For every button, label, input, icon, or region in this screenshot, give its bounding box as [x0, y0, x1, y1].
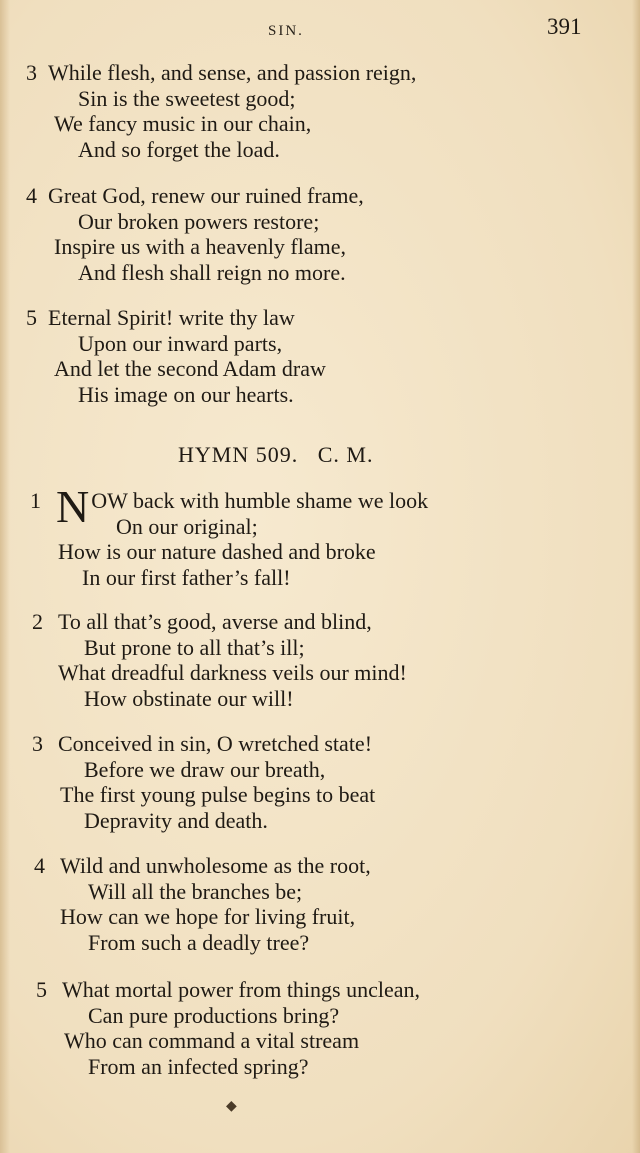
stanza-number: 5: [36, 977, 47, 1002]
stanza-509-4: [0, 853, 640, 955]
stanza-line: Will all the branches be;: [88, 878, 303, 904]
stanza-line: [0, 183, 640, 209]
stanza-line: And flesh shall reign no more.: [78, 259, 346, 285]
stanza-line: [0, 609, 640, 635]
stanza-line: [0, 60, 640, 86]
stanza-line: [0, 977, 640, 1003]
stanza-508-3: [0, 60, 640, 162]
stanza-508-5: [0, 305, 640, 407]
stanza-number: 3: [32, 731, 43, 756]
ornament-icon: ◆: [226, 1099, 237, 1114]
stanza-line: The first young pulse begins to beat: [60, 782, 376, 807]
stanza-number: 2: [32, 609, 43, 634]
stanza-line: How can we hope for living fruit,: [60, 904, 356, 929]
stanza-line: Can pure productions bring?: [88, 1002, 340, 1028]
line-text: Wild and unwholesome as the root,: [60, 853, 371, 878]
stanza-line: Depravity and death.: [84, 807, 268, 833]
stanza-line: But prone to all that’s ill;: [84, 634, 305, 660]
running-head: SIN.: [268, 23, 304, 39]
line-text: To all that’s good, averse and blind,: [58, 609, 372, 634]
line-text: Eternal Spirit! write thy law: [48, 305, 295, 330]
page-number: 391: [547, 14, 582, 39]
stanza-509-2: [0, 609, 640, 711]
stanza-line: What dreadful darkness veils our mind!: [58, 660, 407, 685]
hymn-title: HYMN 509. C. M.: [178, 442, 374, 467]
line-text: Conceived in sin, O wretched state!: [58, 731, 373, 756]
stanza-line: And so forget the load.: [78, 136, 280, 162]
stanza-line: Before we draw our breath,: [84, 756, 326, 782]
stanza-number: 5: [26, 305, 37, 330]
stanza-509-5: [0, 977, 640, 1079]
stanza-line: How obstinate our will!: [84, 685, 294, 711]
stanza-number: 1: [30, 488, 41, 513]
line-text: What mortal power from things unclean,: [62, 977, 421, 1002]
drop-cap: N: [56, 481, 90, 532]
line-text: While flesh, and sense, and passion reign,: [48, 60, 417, 85]
stanza-line: From an infected spring?: [88, 1053, 309, 1079]
stanza-line: And let the second Adam draw: [54, 356, 326, 381]
stanza-line: [0, 305, 640, 331]
stanza-line: How is our nature dashed and broke: [58, 539, 376, 564]
stanza-number: 3: [26, 60, 37, 85]
stanza-509-3: [0, 731, 640, 833]
stanza-number: 4: [34, 853, 45, 878]
stanza-line: In our first father’s fall!: [82, 564, 291, 590]
stanza-number: 4: [26, 183, 37, 208]
stanza-509-1: [0, 481, 640, 590]
line-text: Great God, renew our ruined frame,: [48, 183, 364, 208]
line-text: OW back with humble shame we look: [91, 488, 429, 513]
stanza-line: [0, 853, 640, 879]
stanza-line: His image on our hearts.: [78, 381, 294, 407]
stanza-line: Upon our inward parts,: [78, 330, 283, 356]
stanza-line: Our broken powers restore;: [78, 208, 320, 234]
stanza-line: On our original;: [116, 513, 258, 539]
stanza-line: Who can command a vital stream: [64, 1028, 360, 1053]
stanza-line: We fancy music in our chain,: [54, 111, 312, 136]
stanza-line: Inspire us with a heavenly flame,: [54, 234, 347, 259]
stanza-line: [0, 731, 640, 757]
page-header: [0, 14, 640, 48]
stanza-line: From such a deadly tree?: [88, 929, 310, 955]
stanza-508-4: [0, 183, 640, 285]
stanza-line: Sin is the sweetest good;: [78, 85, 296, 111]
